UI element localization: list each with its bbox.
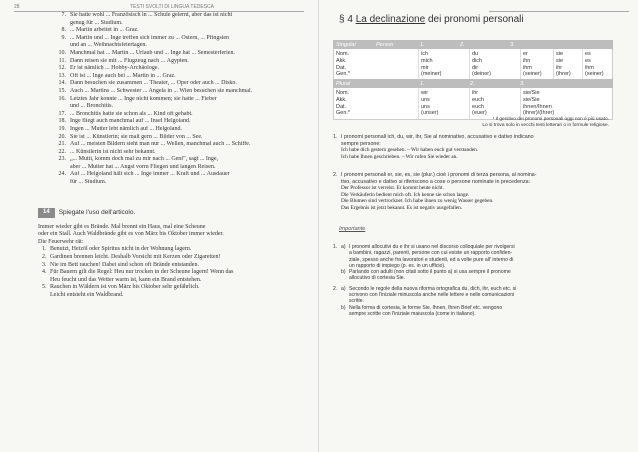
person-3n-column: es es ihm (seiner) [585, 51, 604, 78]
list-item: 7. Sie hatte wohl ... Französisch in ... Schule gelernt, aber das ist nicht [61, 12, 233, 18]
list-item: allocutivo di cortesia Sie. [349, 275, 406, 282]
list-item: 22. ... Künstlerin ist nicht sehr bekannt. [58, 148, 156, 155]
list-item: un rapporto di impiego (p. es. in un ufficio). [349, 262, 446, 269]
example-line: Ich habe dich gestern gesehen. – Wir haben euch gut verstanden. [341, 147, 479, 154]
list-item: für ... Studium. [70, 179, 107, 186]
exercise-13-lines [52, 12, 304, 187]
list-item: Heu feucht und das Wetter warm ist, kann ein Brand entstehen. [50, 276, 202, 283]
list-item: b) Parlando con adulti (non citati sotto il punto a) si usa sempre il pronome [341, 269, 511, 276]
exercise-header [38, 208, 306, 218]
exercise-intro-line: Die Feuerwehr rät: [38, 238, 84, 245]
list-item: 4. Für Bauern gilt die Regel: Heu nur trocken in der Scheune lagern! Wenn das [42, 269, 234, 276]
page-number: 28 [14, 4, 20, 10]
list-item: 1. Benutzt, Heizöl oder Spiritus nicht in der Wohnung lagern. [42, 246, 192, 253]
person-1-column: ich mich mir (meiner) [419, 49, 470, 80]
singular-pronoun-table [333, 40, 613, 81]
exercise-number-badge: 14 [38, 208, 55, 218]
list-item: sempre scritte con l'iniziale maiuscola (come in italiano). [349, 310, 476, 317]
list-item: und an ... Weihnachtsfeiertagen. [70, 42, 147, 49]
important-list [333, 244, 623, 317]
list-item: 5. Rauchen in Wäldern ist von März bis Oktober sehr gefährlich. [42, 284, 200, 291]
list-item: a bambini, ragazzi, parenti, persone con cui esiste un rapporto confiden- [349, 250, 513, 257]
left-page [0, 0, 318, 452]
exercise-14 [38, 208, 306, 300]
list-item: 19. Ingen ... Mutter lebt nämlich auf ... Helgoland. [58, 125, 182, 132]
example-line: Ich habe Ihnen geschrieben. – Wir rufen Sie wieder an. [341, 153, 458, 160]
case-column: Nom. Akk. Dat. Gen.* [334, 49, 419, 80]
list-item: 1. a) I pronomi allocutivi du e ihr si usano nel discorso colloquiale per rivolgersi [333, 244, 515, 250]
list-item: genug für ... Studium. [70, 19, 123, 26]
list-item: 13. Oft ist ... Inge auch bei ... Martin in ... Graz. [58, 72, 176, 79]
rule-point-2: 2. I pronomi personali er, sie, es, sie (plur.) cioè i pronomi di terza persona, al nomina- tivo, accusativo e dativo si riferiscono a cose o persone nominate in precedenza: Der Professor ist verreist. Er kommt heute nicht. Die Verkäuferin bedient mich oft. Ich kenne sie schon lange. Die Blumen sind vertrocknet. Ich habe ihnen zu wenig Wasser gegeben. Das Ergebnis ist jetzt bekannt. Es ist negativ ausgefallen. [333, 172, 623, 212]
example-line: Die Blumen sind vertrocknet. Ich habe ihnen zu wenig Wasser gegeben. [341, 198, 494, 205]
section-title [339, 14, 524, 25]
table-header: Plural 1. 2. 3. [333, 79, 613, 88]
plural-pronoun-table [333, 79, 613, 120]
list-item: 11. Dann reisen sie mit ... Flugzeug nach ... Ägypten. [58, 57, 189, 64]
section-title-rest: dei pronomi personali [425, 14, 524, 25]
example-line: Die Verkäuferin bedient mich oft. Ich kenne sie schon lange. [341, 191, 470, 198]
list-item: 10. Manchmal hat ... Martin ... Urlaub und ... Inge hat ... Semesterferien. [58, 49, 235, 56]
person-2-column: du dich dir (deiner) [470, 49, 521, 80]
example-line: Das Ergebnis ist jetzt bekannt. Es ist negativ ausgefallen. [341, 204, 463, 211]
important-label: Importante [339, 226, 366, 232]
list-item: 2. a) Secondo le regole della nuova riforma ortografica du, dich, ihr, euch etc. si [333, 285, 517, 292]
list-item: 14. Dann besuchen sie zusammen ... Theater, ... Oper oder auch ... Disko. [58, 80, 237, 87]
table-header: Singolar Person 1. 2. 3. [333, 40, 613, 49]
example-line: Der Professor ist verreist. Er kommt heute nicht. [341, 185, 444, 192]
list-item: b) Nella forma di cortesia, le forme Sie, Ihnen, Ihren Brief etc. vengono [341, 304, 503, 311]
section-number: § 4 [339, 14, 353, 25]
header-rule [489, 11, 629, 12]
genitive-footnote: * Il genitivo dei pronomi personali oggi non è più usato. Lo si trova solo in vecchi testi letterari o in formule religiose. [482, 117, 609, 128]
list-item: 16. Letztes Jahr konnte ... Inge nicht kommen; sie hatte ... Fieber [58, 95, 217, 102]
exercise-intro-line: Immer wieder gibt es Brände. Mal brennt ein Haus, mal eine Scheune [38, 223, 206, 230]
right-page [318, 0, 638, 452]
list-item: 2. Gardinen brennen leicht. Deshalb Vorsicht mit Kerzen oder Zigaretten! [42, 253, 221, 260]
person-2-column: ihr euch euch (euer) [470, 88, 521, 119]
person-3-column: sie/Sie sie/Sie ihnen/Ihnen (ihrer)/(Ihrer) [523, 90, 555, 117]
list-item: 17. ... Bronchitis hatte sie schon als ... Kind oft gehabt. [58, 110, 193, 117]
list-item: scrivono con l'iniziale minuscola anche nelle lettere e nelle comunicazioni [349, 292, 515, 299]
table-body [333, 49, 613, 81]
list-item: Leicht entsteht ein Waldbrand. [50, 291, 124, 298]
section-title-underlined: La declinazione [355, 14, 426, 25]
list-item: 8. ... Martin arbeitet in ... Graz. [61, 27, 139, 34]
list-item: 24. Auf ... Helgoland hält sich ... Inge immer ... Kraft und ... Ausdauer [58, 171, 230, 178]
list-item: ziale, spesso anche fra lavoratori e studenti, ed a volte pure all' interno di [349, 256, 514, 263]
list-item: aber ... Mutter hat ... Angst vorm Fliegen und langen Reisen. [70, 163, 216, 170]
running-header: TESTI SVOLTI DI LINGUA TEDESCA [130, 4, 215, 10]
rule-point-1: 1. I pronomi personali ich, du, wir, ihr, Sie al nominativo, accusativo e dativo indicano sempre persone: Ich habe dich gestern gesehen. – Wir haben euch gut verstanden. Ich habe Ihnen geschrieben. – Wir rufen Sie wieder an. [333, 134, 623, 160]
list-item: 15. Auch ... Martins ... Schwester ... Angela in ... Wien besuchen sie manchmal. [58, 87, 253, 94]
person-3m-column: er ihn ihm (seiner) [521, 49, 554, 80]
exercise-intro-line: oder ein Stall. Auch Waldbrände gibt es von März bis Oktober immer wieder. [38, 231, 224, 238]
list-item: 12. Er ist nämlich ... Hobby-Archäologe. [58, 65, 159, 72]
list-item: 18. Inge fliegt auch manchmal auf ... Insel Helgoland. [58, 118, 191, 125]
list-item: scritte. [349, 298, 365, 305]
table-body [333, 88, 613, 120]
list-item: 3. Nie im Bett rauchen! Dabei sind schon oft Brände entstanden. [42, 261, 199, 268]
person-1-column: wir uns uns (unser) [419, 88, 470, 119]
list-item: 20. Sie ist ... Künstlerin; sie malt gern ... Bilder von ... See. [58, 133, 203, 140]
person-3f-column: sie sie ihr (ihrer) [554, 49, 583, 80]
list-item: 21. Auf ... meisten Bildern sieht man nur ... Wellen, manchmal auch ... Schiffe. [58, 141, 251, 148]
exercise-title: Spiegate l'uso dell'articolo. [58, 209, 136, 216]
list-item: 9. ... Martin und ... Inge treffen sich immer zu ... Ostern, ... Pfingsten [61, 34, 230, 41]
case-column: Nom. Akk. Dat. Gen.* [334, 88, 419, 119]
list-item: und ... Bronchitis. [70, 103, 113, 110]
list-item: 23. „... Mutti, komm doch mal zu mir nach ... Genf", sagt ... Inge, [58, 156, 219, 163]
